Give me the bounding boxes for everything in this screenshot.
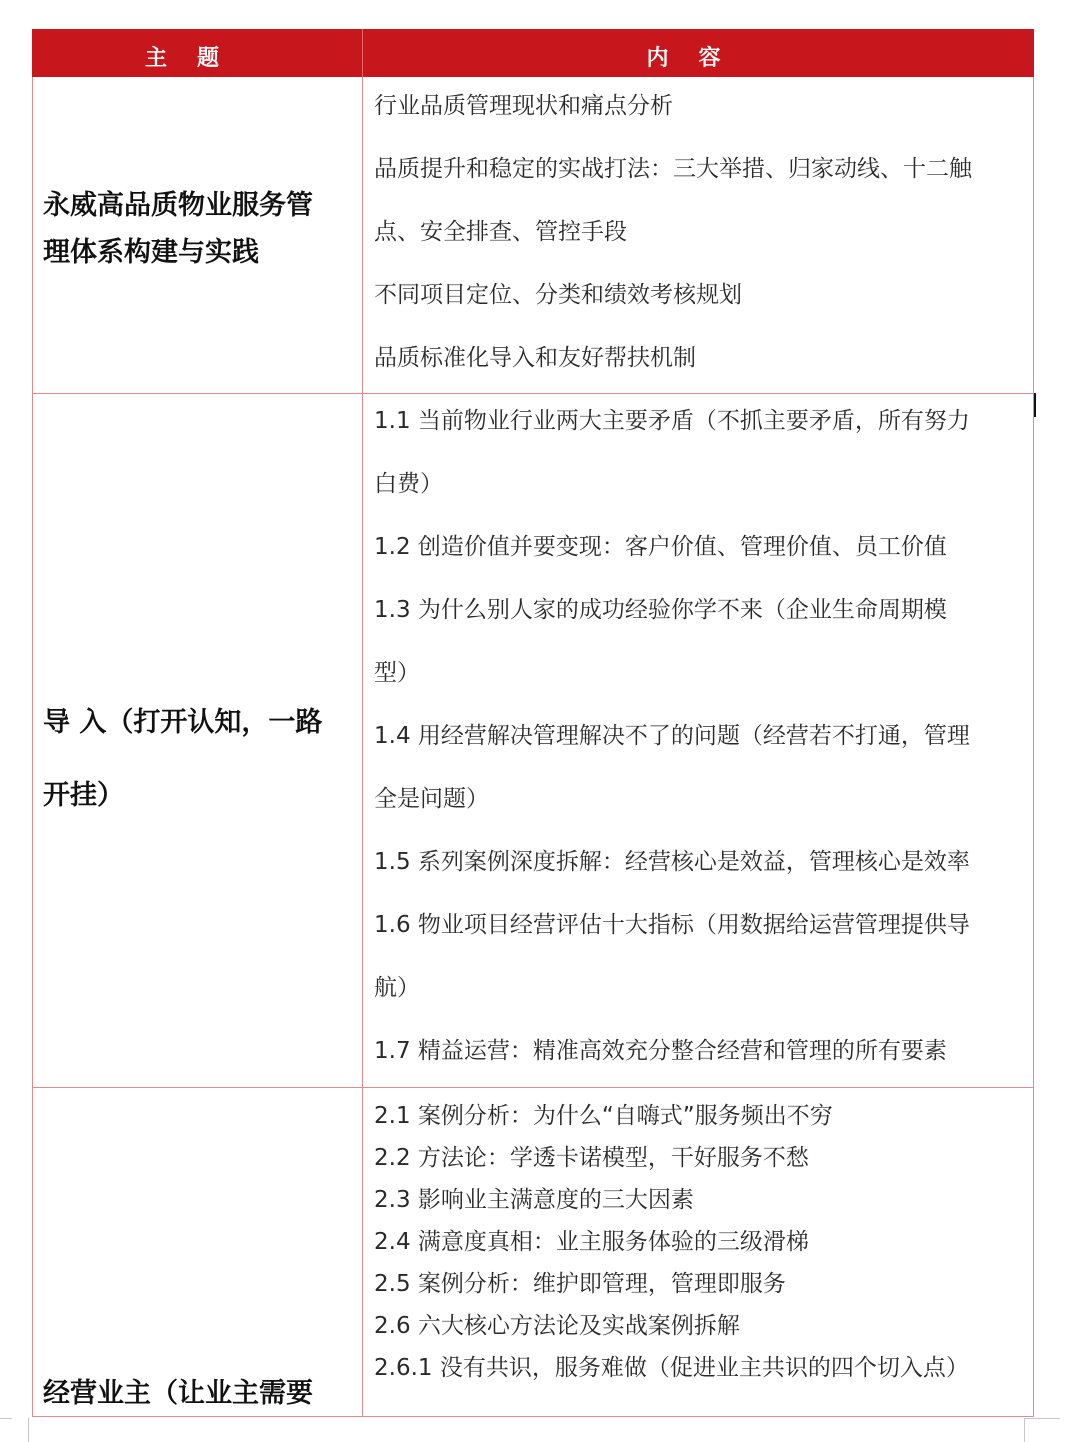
row-topic-cell [33,1088,363,1416]
content-line: 品质提升和稳定的实战打法：三大举措、归家动线、十二触 [374,156,972,182]
row-content-cell [364,1088,1033,1416]
content-line: 1.1 当前物业行业两大主要矛盾（不抓主要矛盾，所有努力 [374,408,970,434]
content-line: 1.2 创造价值并要变现：客户价值、管理价值、员工价值 [374,534,947,560]
row-topic [43,1374,358,1414]
header-content: 内容 [646,46,751,71]
topic-line: 永威高品质物业服务管 [43,190,313,221]
content-line: 行业品质管理现状和痛点分析 [374,93,673,119]
page-corner-mark [1024,1418,1060,1419]
row-topic-cell [33,394,363,1087]
content-line: 2.6 六大核心方法论及实战案例拆解 [374,1313,740,1339]
content-line: 2.5 案例分析：维护即管理，管理即服务 [374,1271,786,1297]
page-corner-mark [28,1418,29,1442]
topic-line: 理体系构建与实践 [43,237,259,268]
content-line: 不同项目定位、分类和绩效考核规划 [374,282,742,308]
content-line: 1.7 精益运营：精准高效充分整合经营和管理的所有要素 [374,1038,947,1064]
content-line: 型） [374,660,420,686]
topic-line: 导 入（打开认知，一路 [43,707,323,738]
table-header [32,29,1034,77]
content-line: 品质标准化导入和友好帮扶机制 [374,345,696,371]
content-line: 白费） [374,471,443,497]
content-line: 2.6.1 没有共识，服务难做（促进业主共识的四个切入点） [374,1355,969,1381]
row-topic [43,686,358,832]
content-line: 2.2 方法论：学透卡诺模型，干好服务不愁 [374,1145,809,1171]
content-line: 全是问题） [374,786,489,812]
content-line: 1.3 为什么别人家的成功经验你学不来（企业生命周期模 [374,597,947,623]
content-line: 航） [374,975,420,1001]
row-content-cell [364,77,1033,393]
topic-line: 经营业主（让业主需要 [43,1378,313,1409]
table-row [32,1088,1034,1417]
course-outline-table [32,29,1034,1417]
row-topic-cell [33,77,363,393]
content-line: 2.4 满意度真相：业主服务体验的三级滑梯 [374,1229,809,1255]
header-topic: 主题 [144,46,249,71]
row-content-cell [364,394,1033,1087]
page-corner-mark [1024,1418,1025,1442]
content-line: 点、安全排查、管控手段 [374,219,627,245]
content-line: 1.6 物业项目经营评估十大指标（用数据给运营管理提供导 [374,912,970,938]
content-line: 1.4 用经营解决管理解决不了的问题（经营若不打通，管理 [374,723,970,749]
content-line: 1.5 系列案例深度拆解：经营核心是效益，管理核心是效率 [374,849,970,875]
table-row [32,77,1034,394]
table-row [32,394,1034,1088]
content-line: 2.1 案例分析：为什么“自嗨式”服务频出不穷 [374,1103,833,1129]
content-line: 2.3 影响业主满意度的三大因素 [374,1187,694,1213]
text-cursor [1034,393,1036,417]
row-topic [43,182,358,276]
page-corner-mark [0,1418,12,1419]
topic-line: 开挂） [43,780,124,811]
